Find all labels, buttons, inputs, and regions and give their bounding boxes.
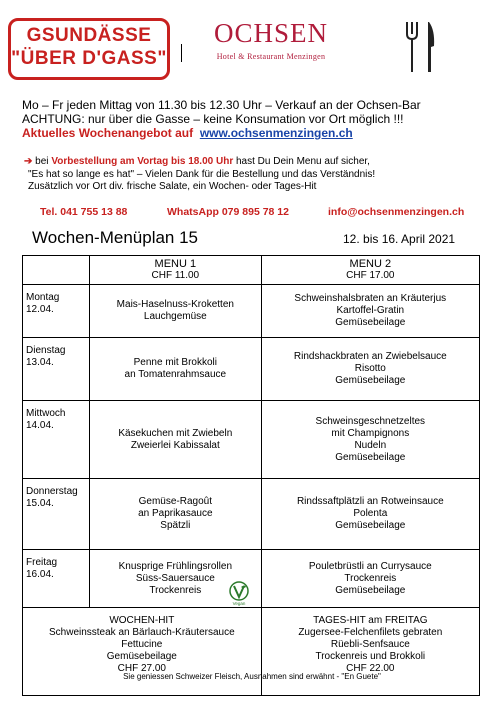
dish-line: Rüebli-Senfsauce — [330, 639, 410, 650]
table-row-monday — [23, 285, 480, 338]
table-row-hits — [23, 608, 480, 696]
note-pre: bei — [35, 156, 49, 167]
table-row-tuesday — [23, 338, 480, 401]
preorder-note — [24, 156, 375, 194]
dish-line: Mais-Haselnuss-Kroketten — [116, 299, 234, 310]
attention-line: ACHTUNG: nur über die Gasse – keine Konsumation vor Ort möglich !!! — [22, 112, 404, 126]
menu2-cell — [261, 338, 479, 401]
menu2-price: CHF 17.00 — [346, 270, 395, 281]
contact-email[interactable]: info@ochsenmenzingen.ch — [328, 206, 465, 218]
daily-hit-title: TAGES-HIT am FREITAG — [313, 615, 428, 626]
opening-hours-line: Mo – Fr jeden Mittag von 11.30 bis 12.30 Uhr – Verkauf an der Ochsen-Bar — [22, 98, 421, 112]
day-name: Freitag — [26, 557, 58, 568]
date-range: 12. bis 16. April 2021 — [343, 232, 456, 246]
daily-hit-price: CHF 22.00 — [346, 663, 395, 674]
dish-line: Käsekuchen mit Zwiebeln — [118, 427, 233, 439]
stamp-line-2: "ÜBER D'GASS" — [11, 48, 167, 69]
header-empty-cell — [23, 256, 90, 285]
dish-line: Knusprige Frühlingsrollen — [118, 560, 233, 572]
menu1-cell — [90, 338, 262, 401]
menu1-cell — [90, 550, 262, 608]
footer-note: Sie geniessen Schweizer Fleisch, Ausnahmen sind erwähnt - "En Guete" — [123, 672, 381, 681]
dish-line: Schweinshalsbraten an Kräuterjus — [294, 293, 447, 304]
dish-line: Penne mit Brokkoli — [133, 357, 217, 368]
dish-line: Risotto — [354, 363, 386, 374]
contact-phone[interactable]: Tel. 041 755 13 88 — [40, 206, 128, 218]
menu1-name: MENU 1 — [154, 258, 197, 270]
day-cell — [23, 401, 90, 479]
weekly-hit-cell — [23, 608, 262, 696]
dish-line: Zugersee-Felchenfilets gebraten — [298, 627, 443, 638]
dish-line: Gemüsebeilage — [335, 584, 406, 596]
day-date: 14.04. — [26, 420, 54, 431]
menu2-cell — [261, 479, 479, 550]
dish-line: Gemüsebeilage — [335, 520, 406, 531]
arrow-right-icon: ➔ — [24, 156, 33, 167]
dish-line: Nudeln — [354, 439, 387, 451]
menu1-header — [90, 256, 262, 285]
day-name: Mittwoch — [26, 408, 66, 419]
dish-line: mit Champignons — [331, 427, 410, 439]
dish-line: Gemüsebeilage — [335, 317, 406, 328]
brand-name: OCHSEN — [213, 18, 328, 48]
day-name: Dienstag — [26, 345, 66, 356]
menu1-cell — [90, 285, 262, 338]
note-post: hast Du Dein Menu auf sicher, — [236, 156, 370, 167]
menu2-header — [261, 256, 479, 285]
note-line-2: "Es hat so lange es hat" – Vielen Dank für die Bestellung und das Verständnis! — [28, 168, 376, 180]
dish-line: Gemüsebeilage — [106, 651, 177, 662]
vegan-label: Vegan — [232, 600, 246, 606]
day-date: 12.04. — [26, 304, 54, 315]
website-link[interactable]: www.ochsenmenzingen.ch — [199, 126, 353, 140]
dish-line: Gemüse-Ragoût — [138, 496, 212, 507]
note-line-3: Zusätzlich vor Ort div. frische Salate, ein Wochen- oder Tages-Hit — [28, 181, 317, 192]
dish-line: Süss-Sauersauce — [135, 572, 215, 584]
dish-line: Trockenreis und Brokkoli — [315, 651, 426, 662]
dish-line: Rindshackbraten an Zwiebelsauce — [293, 351, 447, 362]
dish-line: Schweinssteak an Bärlauch-Kräutersauce — [48, 627, 235, 638]
day-date: 13.04. — [26, 357, 54, 368]
ochsen-logo — [212, 20, 330, 61]
day-date: 15.04. — [26, 498, 54, 509]
dish-line: Lauchgemüse — [143, 311, 207, 322]
menu1-cell — [90, 479, 262, 550]
contact-whatsapp[interactable]: WhatsApp 079 895 78 12 — [167, 206, 289, 218]
daily-hit-cell — [261, 608, 479, 696]
table-row-wednesday — [23, 401, 480, 479]
dish-line: Zweierlei Kabissalat — [130, 439, 220, 451]
dish-line: Polenta — [353, 508, 388, 519]
dish-line: Kartoffel-Gratin — [336, 305, 405, 316]
day-name: Donnerstag — [26, 486, 78, 497]
dish-line: Trockenreis — [344, 572, 397, 584]
day-cell — [23, 479, 90, 550]
weekly-hit-price: CHF 27.00 — [117, 663, 166, 674]
dish-line: Rindssaftplätzli an Rotweinsauce — [296, 496, 444, 507]
dish-line: Schweinsgeschnetzeltes — [315, 415, 426, 427]
day-name: Montag — [26, 292, 60, 303]
day-cell — [23, 550, 90, 608]
brand-subtitle: Hotel & Restaurant Menzingen — [216, 52, 326, 61]
menu2-cell — [261, 285, 479, 338]
menu2-name: MENU 2 — [349, 258, 392, 270]
dish-line: Pouletbrüstli an Currysauce — [308, 560, 432, 572]
dish-line: Spätzli — [160, 520, 191, 531]
menu2-cell — [261, 550, 479, 608]
note-highlight: Vorbestellung am Vortag bis 18.00 Uhr — [51, 156, 234, 167]
dish-line: an Tomatenrahmsauce — [124, 369, 227, 380]
logo-divider — [181, 44, 182, 62]
fork-knife-icon — [404, 20, 438, 74]
table-row-thursday — [23, 479, 480, 550]
dish-line: Gemüsebeilage — [335, 375, 406, 386]
dish-line: Trockenreis — [149, 584, 202, 596]
menu1-cell-content — [93, 560, 258, 606]
page-title: Wochen-Menüplan 15 — [32, 228, 199, 247]
menu1-cell — [90, 401, 262, 479]
day-cell — [23, 338, 90, 401]
table-header-row — [23, 256, 480, 285]
dish-line: Gemüsebeilage — [335, 451, 406, 463]
weekly-hit-title: WOCHEN-HIT — [109, 615, 175, 626]
intro-text — [22, 98, 421, 140]
table-row-friday — [23, 550, 480, 608]
vegan-leaf-icon — [228, 581, 250, 606]
menu-table — [22, 255, 480, 696]
dish-line: an Paprikasauce — [138, 508, 213, 519]
note-line-1 — [24, 156, 375, 169]
day-cell — [23, 285, 90, 338]
day-date: 16.04. — [26, 569, 54, 580]
offer-line — [22, 126, 421, 140]
dish-line: Fettucine — [121, 639, 163, 650]
stamp-line-1: GSUNDÄSSE — [26, 25, 152, 46]
menu1-price: CHF 11.00 — [151, 270, 200, 281]
offer-label: Aktuelles Wochenangebot auf — [22, 126, 194, 140]
menu2-cell — [261, 401, 479, 479]
gsundaesse-stamp-logo — [8, 18, 170, 80]
